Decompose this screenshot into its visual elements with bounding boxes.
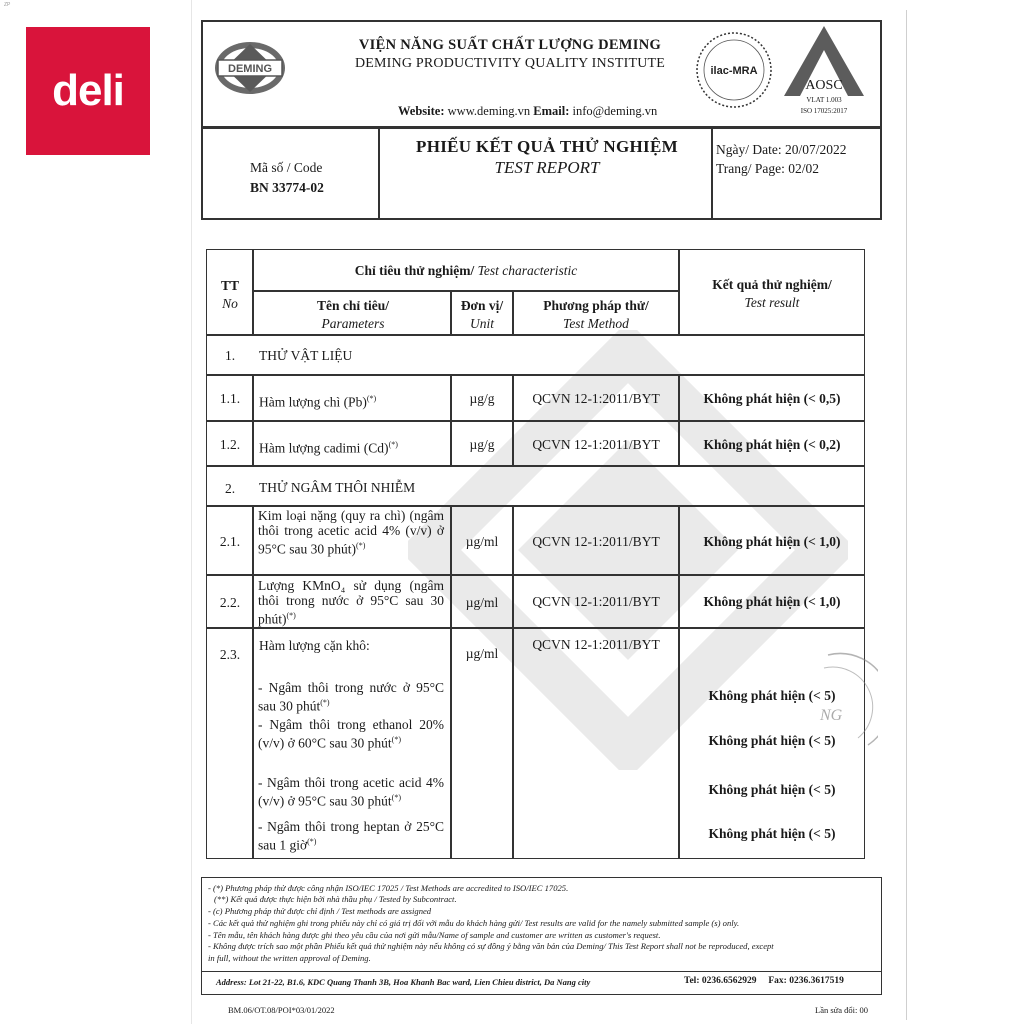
row-number: 2.3. — [219, 647, 241, 662]
sub-sup: (*) — [391, 735, 401, 744]
sub-condition — [258, 819, 444, 853]
row-unit: µg/ml — [465, 595, 499, 610]
head-method-en: Test Method — [563, 316, 629, 331]
row-method: QCVN 12-1:2011/BYT — [532, 594, 660, 609]
head-param-en: Parameters — [321, 316, 385, 331]
corner-mark: ZP — [4, 2, 11, 8]
contact-line — [398, 104, 657, 119]
head-result-vi: Kết quả thử nghiệm/ — [712, 277, 832, 292]
email-link[interactable]: info@deming.vn — [572, 104, 658, 118]
website-label: Website: — [398, 104, 445, 118]
head-characteristic-vi: Chỉ tiêu thử nghiệm/ — [354, 263, 475, 278]
param-text: Hàm lượng cadimi (Cd) — [259, 440, 389, 456]
row-method: QCVN 12-1:2011/BYT — [532, 391, 660, 406]
table-rule — [252, 374, 254, 466]
table-rule — [678, 374, 680, 466]
table-rule — [206, 574, 865, 576]
note-line: - Các kết quả thử nghiệm ghi trong phiếu này chỉ có giá trị đối với mẫu do khách hàng gửi/ Test results are valid for the namely submitted sample (s) only. — [208, 918, 740, 928]
institute-name-vi: VIỆN NĂNG SUẤT CHẤT LƯỢNG DEMING — [358, 37, 662, 53]
row-result: Không phát hiện (< 1,0) — [703, 534, 841, 549]
stamp-text: NG — [820, 707, 843, 724]
sub-condition — [258, 775, 444, 809]
sheet-edge-left — [191, 0, 192, 1024]
sub-text: - Ngâm thôi trong heptan ở 25°C sau 1 giờ — [258, 819, 444, 853]
table-rule — [252, 249, 254, 335]
param-text: Kim loại nặng (quy ra chì) (ngâm thôi trong acetic acid 4% (v/v) ở 95°C sau 30 phút) — [258, 508, 444, 557]
sub-text: - Ngâm thôi trong ethanol 20% (v/v) ở 60°C sau 30 phút — [258, 717, 444, 751]
head-characteristic — [256, 263, 676, 278]
row-method: QCVN 12-1:2011/BYT — [532, 437, 660, 452]
row-param — [259, 437, 398, 456]
sub-sup: (*) — [391, 793, 401, 802]
code-value: BN 33774-02 — [250, 180, 324, 195]
head-param-vi: Tên chỉ tiêu/ — [316, 298, 389, 313]
row-method: QCVN 12-1:2011/BYT — [532, 534, 660, 549]
head-tt: TT — [220, 278, 239, 293]
ilac-mra-seal-icon — [694, 30, 774, 110]
institute-name-en: DEMING PRODUCTIVITY QUALITY INSTITUTE — [354, 56, 666, 71]
head-no: No — [222, 296, 238, 311]
footer-fax: Fax: 0236.3617519 — [768, 976, 844, 986]
table-rule — [206, 334, 865, 336]
note-line: (**) Kết quả được thực hiện bởi nhà thầu phụ / Tested by Subcontract. — [214, 894, 457, 904]
row-result: Không phát hiện (< 0,2) — [703, 437, 841, 452]
section-title: THỬ VẬT LIỆU — [259, 348, 353, 363]
row-number: 2.1. — [219, 534, 241, 549]
row-result: Không phát hiện (< 5) — [708, 688, 836, 703]
table-rule — [512, 505, 514, 859]
brand-label: deli — [52, 66, 124, 115]
param-sup: (*) — [286, 611, 296, 620]
note-line: - Không được trích sao một phần Phiếu kết quả thử nghiệm này nếu không có sự đồng ý bằng văn bản của Deming/ This Test Report shall not be reproduced, except — [208, 941, 774, 951]
logo-text: DEMING — [228, 63, 272, 75]
form-code: BM.06/OT.08/POI*03/01/2022 — [228, 1005, 335, 1015]
section-title: THỬ NGÂM THÔI NHIỄM — [259, 480, 416, 495]
row-method: QCVN 12-1:2011/BYT — [532, 637, 660, 652]
table-rule — [678, 505, 680, 859]
table-rule — [206, 374, 865, 376]
report-page: Trang/ Page: 02/02 — [716, 161, 820, 176]
param-text: Lượng KMnO₄ sử dụng (ngâm thôi trong nước ở 95°C sau 30 phút) — [258, 578, 444, 627]
deli-brand-logo — [26, 27, 150, 155]
footer-tel: Tel: 0236.6562929 — [684, 976, 757, 986]
aosc-label: AOSC — [805, 78, 843, 93]
row-result: Không phát hiện (< 0,5) — [703, 391, 841, 406]
row-unit: µg/ml — [465, 646, 499, 661]
row-result: Không phát hiện (< 5) — [708, 733, 836, 748]
sub-condition — [258, 717, 444, 751]
sub-condition — [258, 680, 444, 714]
row-param — [258, 578, 444, 627]
sub-text: - Ngâm thôi trong acetic acid 4% (v/v) ở 95°C sau 30 phút — [258, 775, 444, 809]
code-label: Mã số / Code — [250, 160, 323, 175]
table-rule — [512, 374, 514, 466]
sub-text: - Ngâm thôi trong nước ở 95°C sau 30 phút — [258, 680, 444, 714]
website-link[interactable]: www.deming.vn — [447, 104, 531, 118]
head-unit-vi: Đơn vị/ — [460, 298, 504, 313]
table-rule — [206, 505, 865, 507]
param-sup: (*) — [356, 541, 366, 550]
title-divider — [378, 127, 380, 220]
aosc-accreditation-icon — [778, 24, 870, 120]
head-method-vi: Phương pháp thử/ — [543, 298, 649, 313]
row-unit: µg/g — [469, 391, 495, 406]
row-param — [259, 391, 376, 410]
note-line: - (c) Phương pháp thử được chỉ định / Test methods are assigned — [208, 906, 432, 916]
row-result: Không phát hiện (< 5) — [708, 826, 836, 841]
table-rule — [206, 465, 865, 467]
head-characteristic-en: Test characteristic — [477, 263, 578, 278]
row-param: Hàm lượng cặn khô: — [259, 638, 370, 653]
table-rule — [253, 290, 678, 292]
row-unit: µg/g — [469, 437, 495, 452]
row-result: Không phát hiện (< 5) — [708, 782, 836, 797]
deming-logo-icon — [213, 40, 287, 96]
row-number: 2.2. — [219, 595, 241, 610]
table-rule — [252, 505, 254, 859]
footer-address: Address: Lot 21-22, B1.6, KDC Quang Thanh 3B, Hoa Khanh Bac ward, Lien Chieu district, Da Nang city — [216, 977, 591, 987]
approval-stamp-icon — [808, 650, 878, 760]
head-result-en: Test result — [744, 295, 800, 310]
row-number: 1.2. — [219, 437, 241, 452]
table-rule — [450, 505, 452, 859]
note-line: in full, without the written approval of Deming. — [208, 953, 371, 963]
report-title-vi: PHIẾU KẾT QUẢ THỬ NGHIỆM — [416, 137, 678, 156]
sub-sup: (*) — [307, 837, 317, 846]
report-title-en: TEST REPORT — [494, 158, 600, 177]
row-result: Không phát hiện (< 1,0) — [703, 594, 841, 609]
note-line: - (*) Phương pháp thử được công nhận ISO/IEC 17025 / Test Methods are accredited to ISO/IEC 17025. — [208, 883, 569, 893]
note-line: - Tên mẫu, tên khách hàng được ghi theo yêu cầu của nơi gửi mẫu/Name of sample and customer are written as customer's request. — [208, 930, 661, 940]
email-label: Email: — [533, 104, 570, 118]
table-rule — [206, 420, 865, 422]
aosc-vlat: VLAT 1.003 — [806, 96, 842, 104]
param-sup: (*) — [366, 394, 377, 403]
param-text: Hàm lượng chì (Pb) — [259, 394, 367, 410]
footer-contact — [684, 976, 844, 986]
head-unit-en: Unit — [469, 316, 494, 331]
section-number: 1. — [224, 348, 236, 363]
aosc-iso: ISO 17025:2017 — [800, 107, 848, 115]
table-rule — [678, 249, 680, 335]
section-number: 2. — [224, 481, 236, 496]
sub-sup: (*) — [320, 698, 330, 707]
row-number: 1.1. — [219, 391, 241, 406]
table-rule — [450, 374, 452, 466]
report-date: Ngày/ Date: 20/07/2022 — [716, 142, 847, 157]
table-rule — [206, 627, 865, 629]
sheet-edge-right — [906, 10, 907, 1020]
row-param — [258, 508, 444, 557]
param-sup: (*) — [388, 440, 398, 449]
revision-label: Lần sửa đổi: 00 — [815, 1005, 869, 1015]
ilac-text: ilac-MRA — [710, 65, 758, 77]
row-unit: µg/ml — [465, 534, 499, 549]
